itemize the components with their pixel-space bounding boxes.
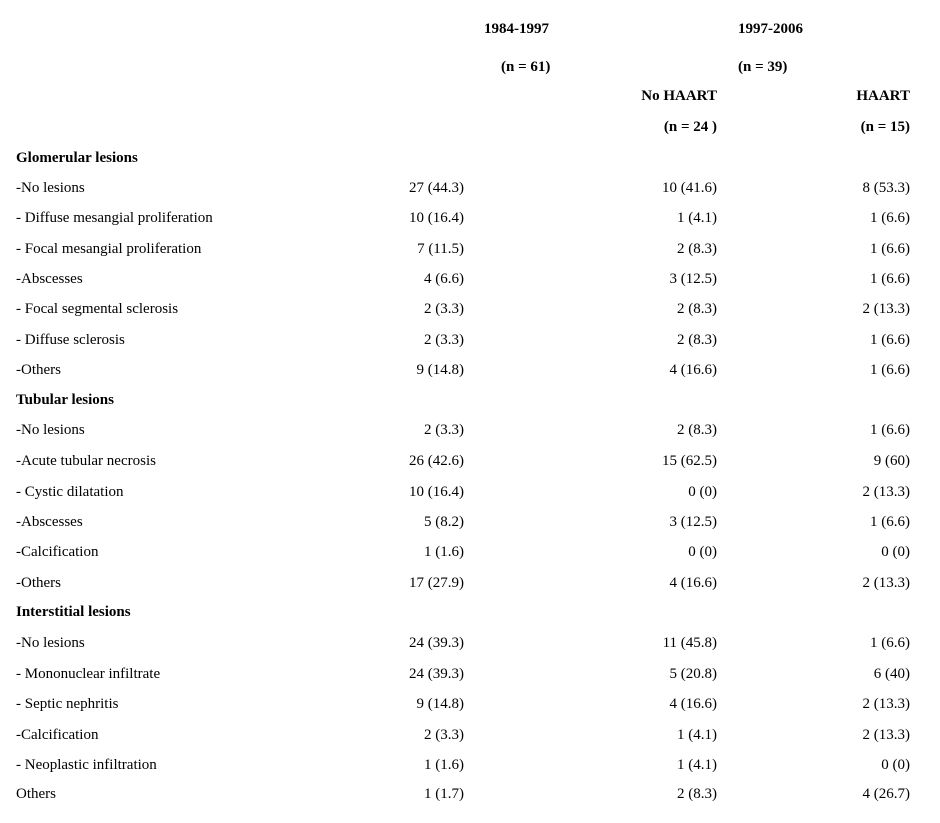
row-label: -Calcification (16, 544, 99, 560)
row-label: - Mononuclear infiltrate (16, 666, 161, 682)
value-haart: 2 (13.3) (862, 575, 910, 591)
value-no-haart: 11 (45.8) (662, 635, 717, 651)
column-haart-n: (n = 15) (860, 119, 910, 135)
section-heading: Interstitial lesions (16, 604, 131, 620)
value-haart: 2 (13.3) (862, 301, 910, 317)
column-no-haart: No HAART (641, 88, 717, 104)
value-no-haart: 1 (4.1) (677, 727, 717, 743)
value-1984-1997: 2 (3.3) (424, 332, 464, 348)
value-haart: 1 (6.6) (870, 514, 910, 530)
value-no-haart: 4 (16.6) (669, 362, 717, 378)
row-label: -Abscesses (16, 271, 83, 287)
value-1984-1997: 9 (14.8) (416, 696, 464, 712)
section-heading: Glomerular lesions (16, 150, 138, 166)
row-label: -No lesions (16, 422, 85, 438)
value-haart: 6 (40) (873, 666, 910, 682)
row-label: -No lesions (16, 180, 85, 196)
value-1984-1997: 1 (1.6) (424, 544, 464, 560)
value-1984-1997: 10 (16.4) (409, 210, 464, 226)
value-no-haart: 4 (16.6) (669, 575, 717, 591)
row-label: - Focal mesangial proliferation (16, 241, 202, 257)
value-haart: 2 (13.3) (862, 727, 910, 743)
value-haart: 8 (53.3) (862, 180, 910, 196)
row-label: - Diffuse sclerosis (16, 332, 125, 348)
value-no-haart: 1 (4.1) (677, 210, 717, 226)
value-1984-1997: 4 (6.6) (424, 271, 464, 287)
period-1997-2006: 1997-2006 (738, 21, 803, 37)
value-1984-1997: 26 (42.6) (409, 453, 464, 469)
value-haart: 0 (0) (881, 757, 910, 773)
period-1997-2006-n: (n = 39) (738, 59, 788, 75)
value-1984-1997: 27 (44.3) (409, 180, 464, 196)
value-haart: 1 (6.6) (870, 422, 910, 438)
value-no-haart: 15 (62.5) (662, 453, 717, 469)
value-no-haart: 0 (0) (688, 484, 717, 500)
row-label: - Septic nephritis (16, 696, 119, 712)
value-1984-1997: 2 (3.3) (424, 422, 464, 438)
value-1984-1997: 17 (27.9) (409, 575, 464, 591)
row-label: Others (16, 786, 56, 802)
value-no-haart: 4 (16.6) (669, 696, 717, 712)
value-haart: 1 (6.6) (870, 635, 910, 651)
row-label: - Diffuse mesangial proliferation (16, 210, 213, 226)
value-haart: 2 (13.3) (862, 696, 910, 712)
value-1984-1997: 10 (16.4) (409, 484, 464, 500)
value-no-haart: 3 (12.5) (669, 271, 717, 287)
value-haart: 1 (6.6) (870, 362, 910, 378)
value-haart: 1 (6.6) (870, 241, 910, 257)
row-label: -Others (16, 362, 61, 378)
row-label: -Acute tubular necrosis (16, 453, 156, 469)
value-no-haart: 2 (8.3) (677, 332, 717, 348)
column-no-haart-n: (n = 24 ) (663, 119, 717, 135)
period-1984-1997-n: (n = 61) (501, 59, 551, 75)
column-haart: HAART (856, 88, 910, 104)
value-haart: 2 (13.3) (862, 484, 910, 500)
value-1984-1997: 2 (3.3) (424, 727, 464, 743)
value-haart: 1 (6.6) (870, 332, 910, 348)
value-1984-1997: 5 (8.2) (424, 514, 464, 530)
value-1984-1997: 2 (3.3) (424, 301, 464, 317)
row-label: - Focal segmental sclerosis (16, 301, 179, 317)
value-1984-1997: 1 (1.7) (424, 786, 464, 802)
row-label: -No lesions (16, 635, 85, 651)
value-1984-1997: 1 (1.6) (424, 757, 464, 773)
row-label: - Cystic dilatation (16, 484, 124, 500)
value-no-haart: 10 (41.6) (662, 180, 717, 196)
value-haart: 4 (26.7) (862, 786, 910, 802)
value-no-haart: 2 (8.3) (677, 786, 717, 802)
row-label: -Abscesses (16, 514, 83, 530)
value-1984-1997: 24 (39.3) (409, 666, 464, 682)
value-no-haart: 0 (0) (688, 544, 717, 560)
row-label: - Neoplastic infiltration (16, 757, 157, 773)
value-no-haart: 2 (8.3) (677, 301, 717, 317)
value-no-haart: 3 (12.5) (669, 514, 717, 530)
section-heading: Tubular lesions (16, 392, 114, 408)
value-haart: 9 (60) (873, 453, 910, 469)
value-haart: 1 (6.6) (870, 271, 910, 287)
row-label: -Others (16, 575, 61, 591)
value-no-haart: 2 (8.3) (677, 422, 717, 438)
value-haart: 0 (0) (881, 544, 910, 560)
value-1984-1997: 9 (14.8) (416, 362, 464, 378)
value-no-haart: 1 (4.1) (677, 757, 717, 773)
row-label: -Calcification (16, 727, 99, 743)
value-haart: 1 (6.6) (870, 210, 910, 226)
period-1984-1997: 1984-1997 (484, 21, 549, 37)
value-no-haart: 5 (20.8) (669, 666, 717, 682)
value-1984-1997: 24 (39.3) (409, 635, 464, 651)
value-1984-1997: 7 (11.5) (417, 241, 464, 257)
value-no-haart: 2 (8.3) (677, 241, 717, 257)
